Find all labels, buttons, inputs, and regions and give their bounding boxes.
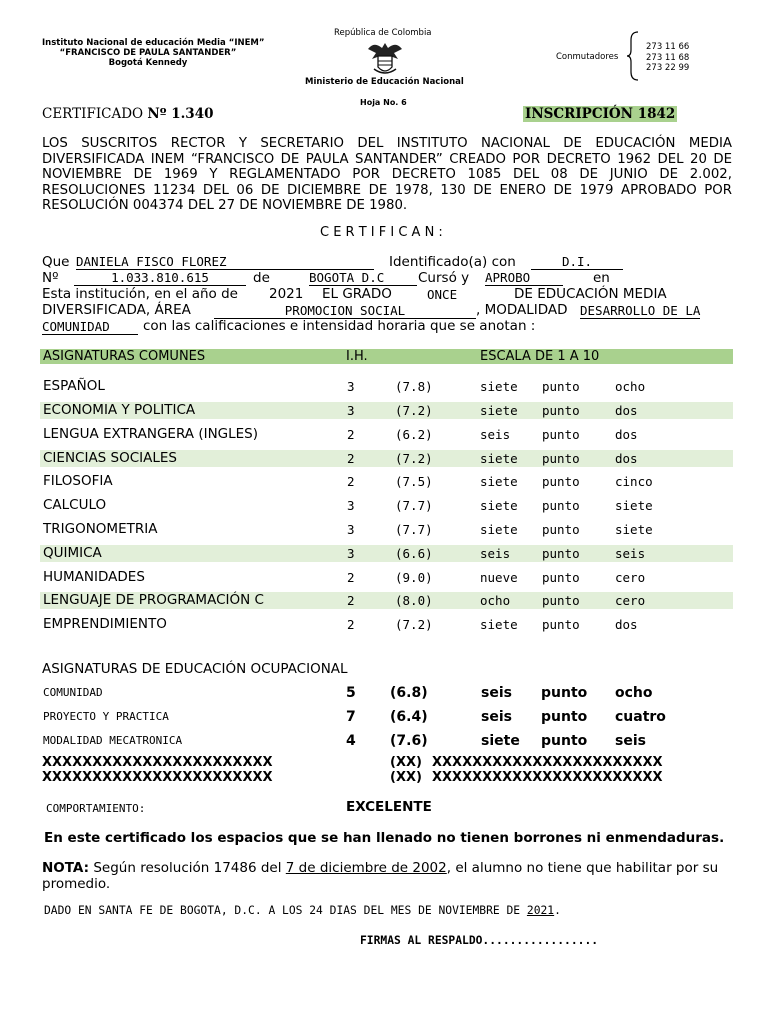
occupational-row [40,708,733,726]
certify-heading: C E R T I F I C A N : [320,225,443,240]
intro-paragraph: LOS SUSCRITOS RECTOR Y SECRETARIO DEL INSTITUTO NACIONAL DE EDUCACIÓN MEDIA DIVERSIFICADA INEM “FRANCISCO DE PAULA SANTANDER” CREADO POR DECRETO 1962 DEL 20 DE NOVIEMBRE DE 1969 Y REGLAMENTADO POR DECRETO 1085 DEL 08 DE JUNIO DE 2.002, RESOLUCIONES 11234 DEL 06 DE DICIEMBRE DE 1978, 130 DE ENERO DE 1979 APROBADO POR RESOLUCIÓN 004374 DEL 27 DE NOVIEMBRE DE 1980. [42,136,732,213]
grade-word-2: punto [542,498,580,513]
grade-word-3: cero [615,593,646,608]
header-ih: I.H. [346,349,368,364]
grade-cell: (6.6) [395,546,433,561]
issued-end: . [554,904,561,917]
table-row [40,545,733,562]
certificate-word: CERTIFICADO [42,106,144,122]
grade-word-1: siete [480,498,518,513]
modalidad-label: , MODALIDAD [476,302,568,318]
ih-cell: 2 [347,593,355,608]
ih-cell: 3 [347,379,355,394]
subject-cell: HUMANIDADES [43,569,145,585]
occ-grade-word-2: punto [541,709,588,725]
issued-year: 2021 [526,904,555,917]
institute-school: “FRANCISCO DE PAULA SANTANDER” [59,48,237,58]
phone-3: 273 22 99 [646,63,690,73]
student-name: DANIELA FISCO FLOREZ [76,254,374,270]
grade-word-2: punto [542,379,580,394]
table-row [40,402,733,419]
table-header [40,349,733,364]
city: BOGOTA D.C [309,270,417,286]
note-line-1 [42,860,718,876]
occ-ih-cell: 7 [346,709,356,725]
student-line-1 [42,254,70,270]
en-label: en [593,270,610,286]
behavior-value: EXCELENTE [346,799,432,815]
subject-cell: FILOSOFIA [43,473,113,489]
grade-cell: (7.2) [395,403,433,418]
switchboard-label: Conmutadores [556,52,619,62]
grade-cell: (6.2) [395,427,433,442]
subject-cell: CIENCIAS SOCIALES [43,450,177,466]
filler-row-1 [42,755,273,770]
ih-cell: 3 [347,546,355,561]
grade: ONCE [427,287,458,302]
identified-label: Identificado(a) con [389,254,516,270]
de-label: de [253,270,270,286]
grade-cell: (7.8) [395,379,433,394]
result: APROBO [485,270,563,286]
year: 2021 [269,286,304,302]
ih-cell: 2 [347,451,355,466]
grade-cell: (7.7) [395,522,433,537]
year-text: Esta institución, en el año de [42,286,238,302]
grade-word-3: ocho [615,379,646,394]
occ-grade-word-1: seis [481,709,512,725]
filler-mid-2: (XX) [390,770,422,785]
filler-left: XXXXXXXXXXXXXXXXXXXXXXX [42,755,273,770]
occ-grade-word-3: ocho [615,685,653,701]
ih-cell: 2 [347,474,355,489]
ih-cell: 2 [347,427,355,442]
grade-word-1: ocho [480,593,511,608]
ih-cell: 3 [347,403,355,418]
institute-block [42,38,265,68]
modalidad-2: COMUNIDAD [42,319,138,335]
grade-word-2: punto [542,451,580,466]
filler-right-1: XXXXXXXXXXXXXXXXXXXXXXX [432,755,663,770]
phone-2: 273 11 68 [646,52,690,63]
occupational-row [40,684,733,702]
ministry-label: Ministerio de Educación Nacional [305,77,464,87]
occ-grade-cell: (6.4) [390,709,428,725]
area-text: DIVERSIFICADA, ÁREA [42,302,191,318]
behavior-label: COMPORTAMIENTO: [46,802,146,815]
issued-text: DADO EN SANTA FE DE BOGOTA, D.C. A LOS 24 DIAS DEL MES DE NOVIEMBRE DE [44,904,521,917]
grade-word-1: siete [480,617,518,632]
table-row [40,569,733,586]
grade-word-3: dos [615,451,638,466]
certificate-number: Nº 1.340 [147,106,214,122]
ih-cell: 2 [347,570,355,585]
grade-word-3: dos [615,617,638,632]
occ-subject-cell: PROYECTO Y PRACTICA [43,710,169,723]
note-date: 7 de diciembre de 2002 [285,860,447,876]
grade-cell: (9.0) [395,570,433,585]
grade-word-3: siete [615,498,653,513]
grade-cell: (7.2) [395,617,433,632]
grade-word-3: siete [615,522,653,537]
grade-word-3: dos [615,427,638,442]
table-row [40,592,733,609]
id-number: 1.033.810.615 [74,270,246,286]
brace-icon [625,30,641,82]
note-label: NOTA: [42,860,90,876]
coat-of-arms-icon [364,39,406,77]
institute-name: Instituto Nacional de educación Media “INEM” [42,38,265,48]
subject-cell: TRIGONOMETRIA [43,521,158,537]
occ-grade-word-2: punto [541,685,588,701]
note-text-a: Según resolución 17486 del [93,860,282,876]
grade-cell: (7.7) [395,498,433,513]
filler-right-2: XXXXXXXXXXXXXXXXXXXXXXX [432,770,663,785]
filler-left-2: XXXXXXXXXXXXXXXXXXXXXXX [42,770,273,785]
que-label: Que [42,254,70,270]
ih-cell: 3 [347,522,355,537]
ih-cell: 3 [347,498,355,513]
republic-label: República de Colombia [334,28,432,38]
grade-label: EL GRADO [322,286,392,302]
curso-label: Cursó y [418,270,470,286]
grade-word-2: punto [542,522,580,537]
grade-word-1: siete [480,522,518,537]
grade-word-3: dos [615,403,638,418]
grade-word-1: seis [480,546,511,561]
occ-grade-word-3: seis [615,733,646,749]
table-row [40,378,733,395]
grade-word-2: punto [542,617,580,632]
grade-word-1: siete [480,474,518,489]
education-label: DE EDUCACIÓN MEDIA [514,286,667,302]
occupational-row [40,732,733,750]
signatures-note: FIRMAS AL RESPALDO................. [360,934,599,947]
grades-intro: con las calificaciones e intensidad horaria que se anotan : [143,318,536,334]
occ-grade-cell: (6.8) [390,685,428,701]
no-erasures-statement: En este certificado los espacios que se han llenado no tienen borrones ni enmendaduras. [44,830,725,846]
filler-row-2 [42,770,273,785]
occ-subject-cell: COMUNIDAD [43,686,103,699]
note-line-2: promedio. [42,876,111,892]
grade-word-1: siete [480,403,518,418]
grade-word-2: punto [542,593,580,608]
occ-grade-word-2: punto [541,733,588,749]
filler-mid-1: (XX) [390,755,422,770]
grade-word-2: punto [542,474,580,489]
table-row [40,497,733,514]
issued-line [44,904,561,917]
grade-word-2: punto [542,546,580,561]
grade-word-2: punto [542,403,580,418]
subject-cell: LENGUAJE DE PROGRAMACIÓN C [43,592,264,608]
table-row [40,450,733,467]
subject-cell: EMPRENDIMIENTO [43,616,167,632]
occ-ih-cell: 5 [346,685,356,701]
phone-list [646,42,689,74]
grade-word-1: nueve [480,570,518,585]
subject-cell: QUIMICA [43,545,102,561]
table-row [40,473,733,490]
phone-1: 273 11 66 [646,42,690,52]
inscription-badge: INSCRIPCIÓN 1842 [525,106,676,122]
grade-word-1: seis [480,427,511,442]
grade-word-2: punto [542,570,580,585]
occupational-heading: ASIGNATURAS DE EDUCACIÓN OCUPACIONAL [42,661,348,677]
grade-word-2: punto [542,427,580,442]
subject-cell: LENGUA EXTRANGERA (INGLES) [43,426,259,442]
area: PROMOCION SOCIAL [214,303,476,319]
no-label: Nº [42,270,59,286]
grade-cell: (7.2) [395,451,433,466]
id-type: D.I. [531,254,623,270]
grade-word-3: cero [615,570,646,585]
certificate-label [42,106,214,122]
table-row [40,426,733,443]
institute-location: Bogotá Kennedy [108,58,188,68]
occ-grade-word-1: seis [481,685,512,701]
grade-word-1: siete [480,379,518,394]
subject-cell: ESPAÑOL [43,378,105,394]
modalidad-1: DESARROLLO DE LA [580,303,701,318]
grade-word-1: siete [480,451,518,466]
grade-word-3: seis [615,546,646,561]
occ-grade-word-3: cuatro [615,709,666,725]
grade-cell: (8.0) [395,593,433,608]
table-row [40,616,733,633]
header-subjects: ASIGNATURAS COMUNES [43,349,206,364]
occ-grade-word-1: siete [481,733,520,749]
occ-grade-cell: (7.6) [390,733,428,749]
occ-ih-cell: 4 [346,733,356,749]
ih-cell: 2 [347,617,355,632]
page-number: Hoja No. 6 [360,98,407,107]
header-scale: ESCALA DE 1 A 10 [480,349,600,364]
note-text-b: , el alumno no tiene que habilitar por su [446,860,719,876]
grade-word-3: cinco [615,474,653,489]
subject-cell: ECONOMIA Y POLITICA [43,402,196,418]
grade-cell: (7.5) [395,474,433,489]
subject-cell: CALCULO [43,497,107,513]
occ-subject-cell: MODALIDAD MECATRONICA [43,734,183,747]
table-row [40,521,733,538]
